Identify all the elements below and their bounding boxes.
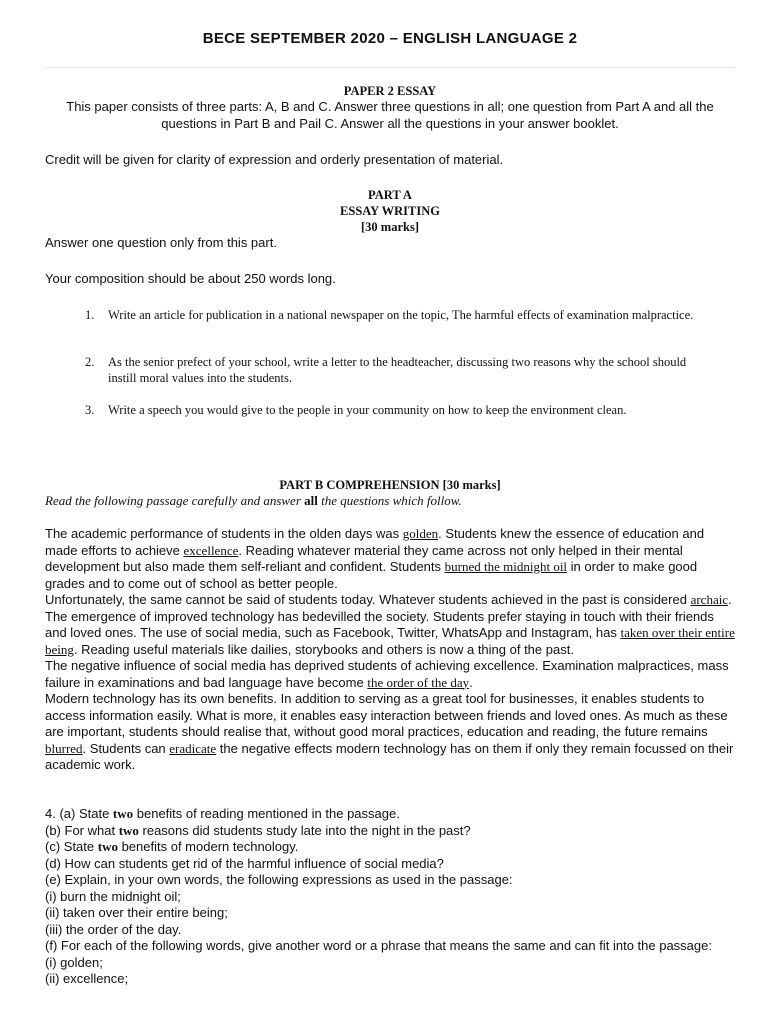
question-item: (f) For each of the following words, give another word or a phrase that means the same and can fit into the passage: (45, 938, 712, 953)
question-4-list (45, 806, 735, 988)
passage-text: . Reading useful materials like dailies, storybooks and others is now a thing of the past. (73, 641, 574, 657)
passage-text: The academic performance of students in the olden days was (45, 526, 403, 541)
header-divider (45, 67, 735, 68)
question-item (45, 823, 735, 840)
vocab-word: excellence (183, 542, 239, 558)
essay-question (85, 402, 725, 420)
question-number: 3. (85, 403, 95, 417)
passage-text: Modern technology has its own benefits. In addition to serving as a great tool for businesses, it enables students to access information easily. What is more, it enables easy interaction between friends and loved ones. As much as these are important, students should realise that, without good moral practices, education and reading, the future remains (45, 691, 728, 739)
page-title: BECE SEPTEMBER 2020 – ENGLISH LANGUAGE 2 (202, 30, 578, 47)
question-text: (b) For what (45, 822, 119, 838)
question-subitem: (iii) the order of the day. (45, 921, 182, 937)
passage-text: . Students can (82, 740, 170, 756)
question-number: 1. (85, 308, 95, 322)
credit-note: Credit will be given for clarity of expression and orderly presentation of material. (45, 152, 504, 167)
part-a-marks: [30 marks] (361, 220, 419, 234)
question-text: (c) State (45, 839, 98, 854)
question-text: reasons did students study late into the night in the past? (138, 822, 471, 838)
question-item: (e) Explain, in your own words, the following expressions as used in the passage: (45, 872, 513, 887)
passage-text: in order to make good grades and to come out of school as better people. (45, 559, 698, 591)
question-text: benefits of reading mentioned in the passage. (133, 806, 400, 821)
vocab-phrase: taken over their entire being (45, 625, 735, 657)
question-text: Write an article for publication in a national newspaper on the topic, The harmful effects of examination malpractice. (108, 308, 694, 322)
question-subitem: (i) golden; (45, 954, 103, 970)
vocab-word: blurred (45, 740, 83, 756)
passage-text: the negative effects modern technology has on them if only they remain focussed on their academic work. (45, 740, 734, 772)
question-item: (d) How can students get rid of the harmful influence of social media? (45, 855, 444, 871)
question-emphasis: two (118, 822, 139, 838)
passage-text: . The emergence of improved technology has bedevilled the society. Students prefer staying in touch with their friends and loved ones. The use of social media, such as Facebook, Twitter, WhatsApp and Instagram, has (45, 592, 732, 640)
part-a-length: Your composition should be about 250 words long. (45, 271, 336, 286)
question-emphasis: two (97, 839, 118, 854)
question-text: 4. (a) State (45, 806, 113, 821)
vocab-word: eradicate (169, 740, 217, 756)
intro-line-2: questions in Part B and Pail C. Answer all the questions in your answer booklet. (161, 116, 619, 131)
intro-line-1: This paper consists of three parts: A, B and C. Answer three questions in all; one question from Part A and all the (66, 99, 714, 114)
part-a-heading: PART A (368, 188, 412, 202)
vocab-word: golden (402, 526, 439, 541)
passage-paragraph (45, 658, 735, 691)
part-a-instruction: Answer one question only from this part. (45, 235, 277, 250)
passage-text: Unfortunately, the same cannot be said of students today. Whatever students achieved in the past is considered (45, 592, 691, 607)
question-number: 2. (85, 355, 95, 369)
paper-heading: PAPER 2 ESSAY (343, 84, 437, 98)
instruction-text: Read the following passage carefully and answer (45, 493, 305, 508)
question-text: As the senior prefect of your school, write a letter to the headteacher, discussing two reasons why the school should instill moral values into the students. (108, 355, 687, 385)
question-subitem: (i) burn the midnight oil; (45, 888, 181, 904)
part-b-heading: PART B COMPREHENSION [30 marks] (279, 478, 501, 492)
question-item (45, 806, 735, 823)
passage-text: . Students knew the essence of education and made efforts to achieve (45, 526, 705, 558)
essay-question (85, 354, 725, 388)
passage-paragraph (45, 526, 735, 592)
instruction-text: the questions which follow. (317, 493, 462, 508)
question-subitem: (ii) taken over their entire being; (45, 905, 228, 920)
passage-text: The negative influence of social media has deprived students of achieving excellence. Examination malpractices, mass failure in examinations and bad language have become (45, 658, 729, 690)
essay-question (85, 307, 725, 341)
comprehension-passage (45, 526, 735, 774)
passage-text: . Reading whatever material they came across not only helped in their mental development but also made them self-reliant and confident. Students (45, 542, 683, 574)
part-a-subheading: ESSAY WRITING (340, 204, 440, 218)
vocab-word: archaic (690, 592, 729, 607)
vocab-phrase: the order of the day (367, 674, 470, 690)
passage-paragraph (45, 592, 735, 658)
instruction-emphasis: all (304, 493, 318, 508)
passage-paragraph (45, 691, 735, 774)
question-emphasis: two (112, 806, 134, 821)
question-text: Write a speech you would give to the people in your community on how to keep the environment clean. (108, 403, 627, 417)
vocab-phrase: burned the midnight oil (444, 559, 568, 574)
question-subitem: (ii) excellence; (45, 971, 129, 986)
passage-text: . (469, 674, 473, 690)
part-b-instruction (45, 493, 735, 510)
question-text: benefits of modern technology. (117, 839, 299, 854)
question-item (45, 839, 735, 856)
